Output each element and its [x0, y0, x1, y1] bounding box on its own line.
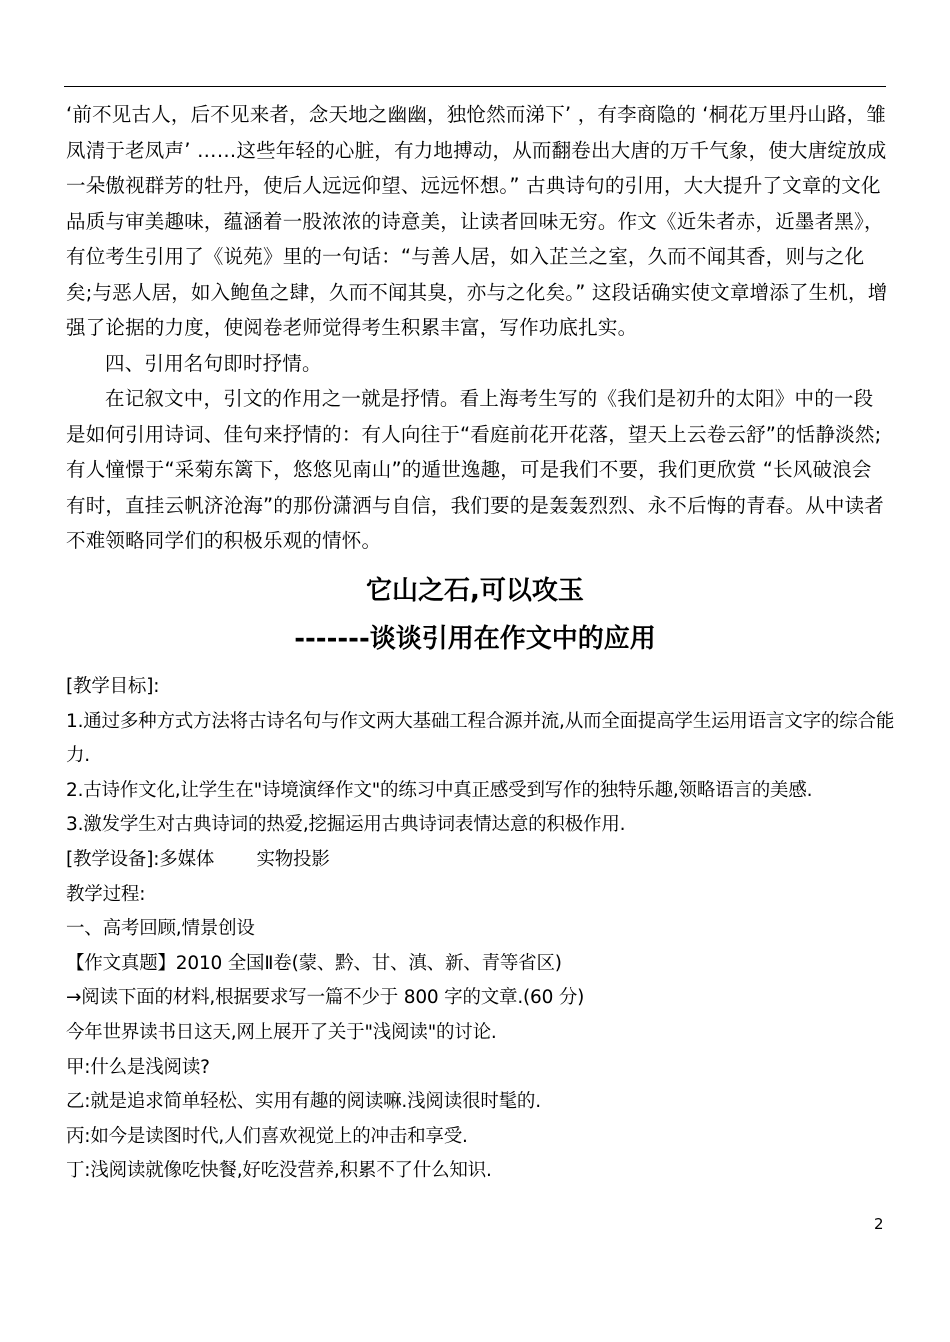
section-title: 它山之石,可以攻玉 — [366, 576, 584, 606]
objective-item-1: 1.通过多种方式方法将古诗名句与作文两大基础工程合源并流,从而全面提高学生运用语言文字的综合能力. — [66, 710, 895, 767]
step1-heading: 一、高考回顾,情景创设 — [66, 918, 255, 940]
objectives-heading: [教学目标]: — [66, 676, 160, 697]
objective-item-2: 2.古诗作文化,让学生在"诗境演绎作文"的练习中真正感受到写作的独特乐趣,领略语言的美感. — [66, 779, 813, 801]
equipment-line: [教学设备]:多媒体 实物投影 — [66, 848, 330, 870]
header-rule — [64, 86, 886, 87]
process-heading: 教学过程: — [66, 883, 146, 905]
lyric-paragraph: 在记叙文中，引文的作用之一就是抒情。看上海考生写的《我们是初升的太阳》中的一段是如何引用诗词、佳句来抒情的：有人向往于“看庭前花开花落，望天上云卷云舒”的恬静淡然;有人憧憬于“采菊东篱下，悠悠见南山”的遁世逸趣，可是我们不要，我们更欣赏 “长风破浪会有时，直挂云帆济沧海”的那份潇洒与自信，我们要的是轰轰烈烈、永不后悔的青春。从中读者不难领略同学们的积极乐观的情怀。 — [66, 387, 885, 552]
objective-item-3: 3.激发学生对古典诗词的热爱,挖掘运用古典诗词表情达意的积极作用. — [66, 814, 626, 836]
exam-intro: 今年世界读书日这天,网上展开了关于"浅阅读"的讨论. — [66, 1021, 497, 1043]
quote-paragraph: ‘前不见古人，后不见来者，念天地之幽幽，独怆然而涕下’ ，有李商隐的 ‘桐花万里丹山路，雏凤清于老凤声’ ……这些年轻的心脏，有力地搏动，从而翻卷出大唐的万千气象，使大唐绽放成一朵傲视群芳的牡丹，使后人远远仰望、远远怀想。” 古典诗句的引用，大大提升了文章的文化品质与审美趣味，蕴涵着一股浓浓的诗意美，让读者回味无穷。作文《近朱者赤，近墨者黑》，有位考生引用了《说苑》里的一句话：“与善人居，如入芷兰之室，久而不闻其香，则与之化矣;与恶人居，如入鲍鱼之肆，久而不闻其臭，亦与之化矣。” 这段话确实使文章增添了生机，增强了论据的力度，使阅卷老师觉得考生积累丰富，写作功底扎实。 — [66, 103, 888, 339]
dialogue-line-bing: 丙:如今是读图时代,人们喜欢视觉上的冲击和享受. — [66, 1125, 468, 1147]
dialogue-line-ding: 丁:浅阅读就像吃快餐,好吃没营养,积累不了什么知识. — [66, 1160, 492, 1182]
lesson-plan — [66, 670, 896, 1189]
page-number: 2 — [874, 1215, 884, 1233]
exam-instruction: →阅读下面的材料,根据要求写一篇不少于 800 字的文章.(60 分) — [66, 987, 585, 1009]
essay-section — [66, 97, 890, 559]
exam-source: 【作文真题】2010 全国Ⅱ卷(蒙、黔、甘、滇、新、青等省区) — [66, 952, 562, 974]
dialogue-line-jia: 甲:什么是浅阅读? — [66, 1056, 210, 1078]
dialogue-line-yi: 乙:就是追求简单轻松、实用有趣的阅读嘛.浅阅读很时髦的. — [66, 1091, 541, 1113]
section-subtitle: -------谈谈引用在作文中的应用 — [294, 624, 656, 654]
heading-quote-lyric: 四、引用名句即时抒情。 — [105, 351, 322, 375]
